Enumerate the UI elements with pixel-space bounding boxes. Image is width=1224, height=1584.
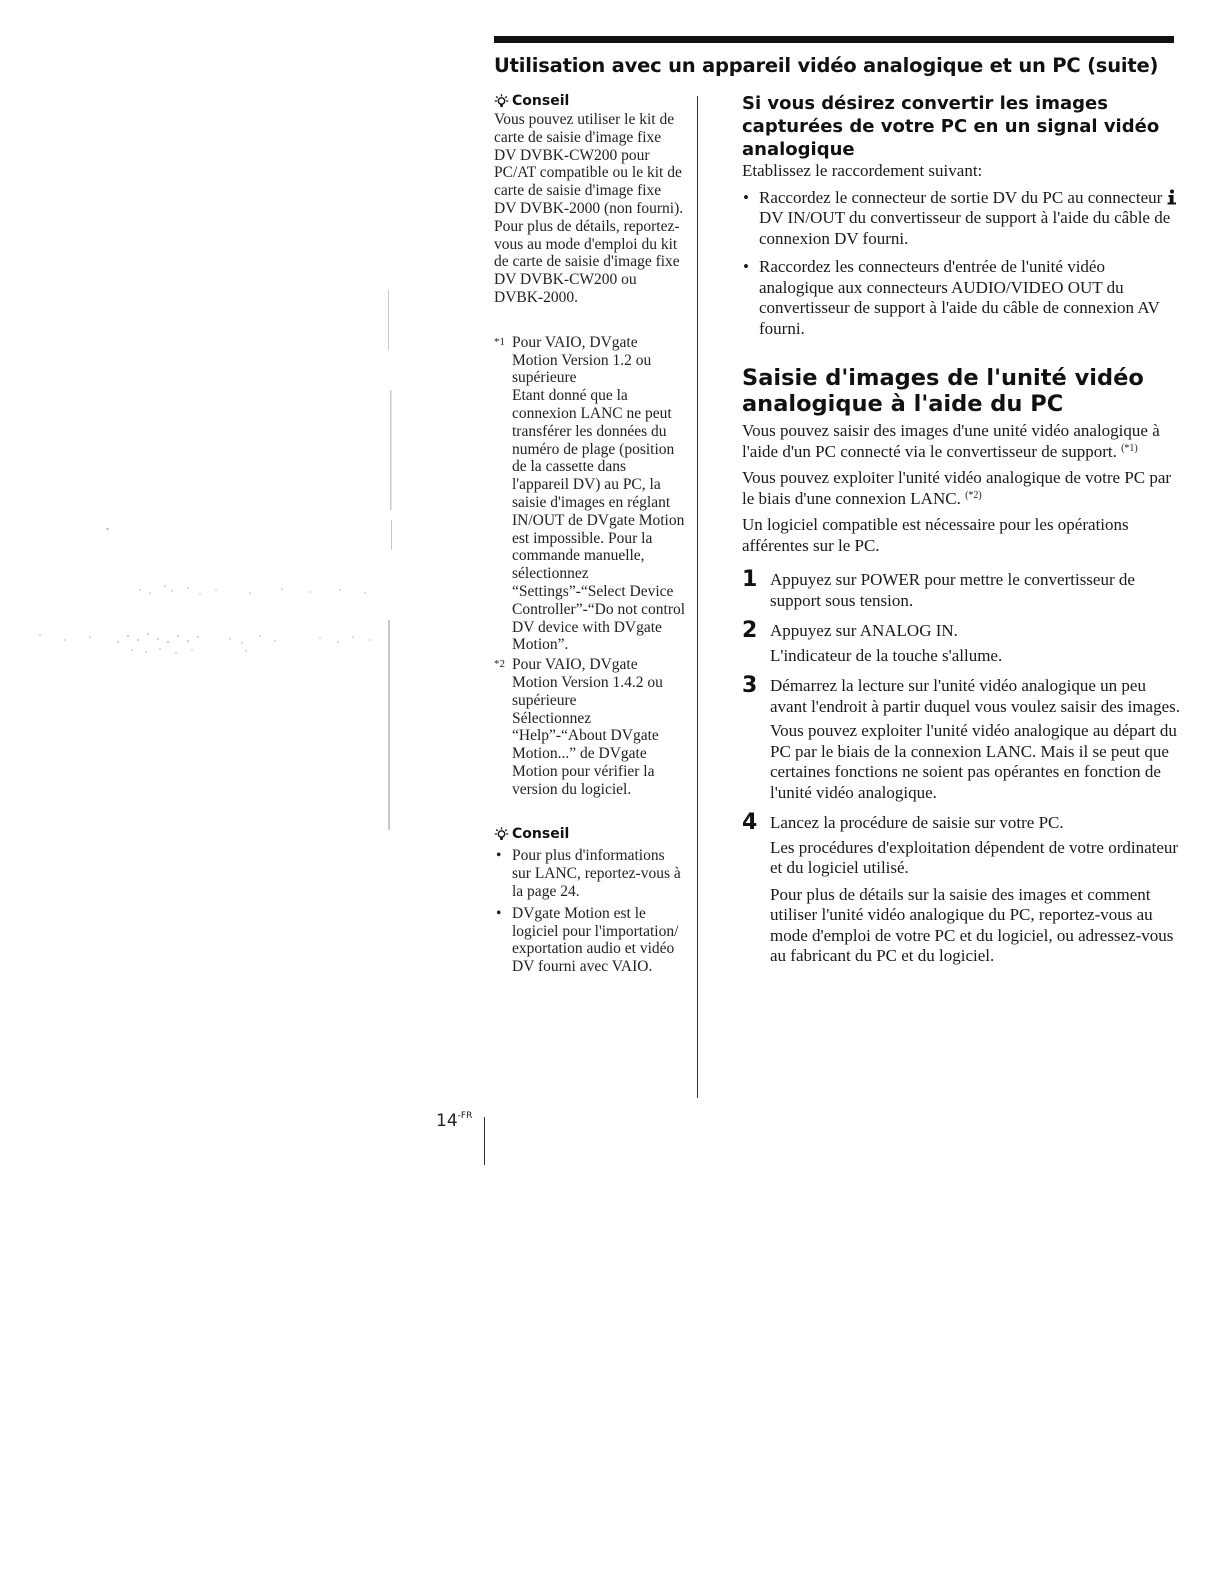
convert-heading: Si vous désirez convertir les images capturées de votre PC en un signal vidéo analogique <box>742 93 1160 160</box>
lightbulb-icon <box>494 826 509 842</box>
connection-list <box>742 188 1182 340</box>
step-note: L'indicateur de la touche s'allume. <box>770 645 1003 665</box>
step-4 <box>742 810 1182 967</box>
footnote-1 <box>494 334 686 654</box>
step-note: Vous pouvez exploiter l'unité vidéo analogique au départ du PC par le biais de la connexion LANC. Mais il se peut que certaines fonctions ne soient pas opérantes en fonction de l'unité vidéo analogique. <box>770 721 1177 802</box>
footnote-2 <box>494 656 686 798</box>
list-item <box>742 188 1182 250</box>
lightbulb-icon <box>494 93 509 109</box>
step-2 <box>742 618 1182 666</box>
section-title: Utilisation avec un appareil vidéo analogique et un PC (suite) <box>494 54 1159 77</box>
step-3 <box>742 673 1182 803</box>
footnote-mark: *2 <box>494 658 505 671</box>
tip-text: Vous pouvez utiliser le kit de carte de saisie d'image fixe DV DVBK-CW200 pour PC/AT compatible ou le kit de carte de saisie d'image fixe DV DVBK-2000 (non fourni). Pour plus de détails, reportez-vous au mode d'emploi du kit de carte de saisie d'image fixe DV DVBK-CW200 ou DVBK-2000. <box>494 111 684 306</box>
tip-box <box>494 92 686 307</box>
footnote-ref-2: (*2) <box>965 489 982 501</box>
tip-heading-label: Conseil <box>512 93 570 109</box>
step-text: Lancez la procédure de saisie sur votre PC. <box>770 813 1064 832</box>
footnotes <box>494 334 686 799</box>
footnote-text: Sélectionnez “Help”-“About DVgate Motion...” de DVgate Motion pour vérifier la version du logiciel. <box>512 709 659 798</box>
step-note: Les procédures d'exploitation dépendent de votre ordinateur et du logiciel utilisé. <box>770 837 1179 877</box>
tip-heading <box>494 825 686 843</box>
tip-list <box>494 847 686 976</box>
step-text: Appuyez sur POWER pour mettre le convertisseur de support sous tension. <box>770 570 1135 610</box>
list-item: • Pour plus d'informations sur LANC, reportez-vous à la page 24. <box>494 847 686 900</box>
capture-heading: Saisie d'images de l'unité vidéo analogique à l'aide du PC <box>742 365 1144 417</box>
tip-heading <box>494 92 686 110</box>
step-text: Démarrez la lecture sur l'unité vidéo analogique un peu avant l'endroit à partir duquel vous voulez saisir des images. <box>770 676 1181 716</box>
page-number <box>436 1111 472 1131</box>
footnote-mark: *1 <box>494 335 505 348</box>
page-number-value: 14 <box>436 1111 458 1131</box>
tip-heading-label: Conseil <box>512 826 570 843</box>
step-number: 2 <box>742 618 758 643</box>
scan-bleed-through <box>20 290 400 850</box>
tip-box-2 <box>494 825 686 976</box>
left-column <box>494 92 686 980</box>
capture-para-2-text: Vous pouvez exploiter l'unité vidéo analogique de votre PC par le biais d'une connexion LANC. <box>742 468 1172 508</box>
footnote-text: Etant donné que la connexion LANC ne peut transférer les données du numéro de plage (position de la cassette dans l'appareil DV) au PC, la saisie d'images en réglant IN/OUT de DVgate Motion est impossible. Pour la commande manuelle, sélectionnez “Settings”-“Select Device Controller”-“Do not control DV device with DVgate Motion”. <box>512 387 686 654</box>
page-number-suffix: -FR <box>457 1111 473 1121</box>
list-item: • DVgate Motion est le logiciel pour l'importation/ exportation audio et vidéo DV fourni avec VAIO. <box>494 905 686 976</box>
capture-para-3: Un logiciel compatible est nécessaire pour les opérations afférentes sur le PC. <box>742 515 1129 555</box>
footer-divider <box>484 1117 485 1165</box>
step-number: 3 <box>742 673 758 698</box>
step-note: Pour plus de détails sur la saisie des images et comment utiliser l'unité vidéo analogique du PC, reportez-vous au mode d'emploi de votre PC et du logiciel, ou adressez-vous au fabricant du PC et du logiciel. <box>770 884 1174 965</box>
bullet-text-end: DV IN/OUT du convertisseur de support à l'aide du câble de connexion DV fourni. <box>759 208 1171 248</box>
step-number: 1 <box>742 567 758 592</box>
footnote-title: Pour VAIO, DVgate Motion Version 1.2 ou supérieure <box>512 333 652 387</box>
i-link-icon <box>1167 189 1177 205</box>
footnote-title: Pour VAIO, DVgate Motion Version 1.4.2 ou supérieure <box>512 656 663 709</box>
capture-para-1-text: Vous pouvez saisir des images d'une unité vidéo analogique à l'aide d'un PC connecté via le convertisseur de support. <box>742 421 1160 461</box>
capture-para-1 <box>742 421 1182 462</box>
bullet-text-start: Raccordez le connecteur de sortie DV du PC au connecteur <box>759 187 1163 207</box>
step-text: Appuyez sur ANALOG IN. <box>770 621 958 640</box>
capture-para-2 <box>742 468 1182 509</box>
right-column <box>742 92 1182 977</box>
convert-intro: Etablissez le raccordement suivant: <box>742 161 983 180</box>
column-divider <box>697 96 698 1098</box>
step-1 <box>742 567 1182 611</box>
top-rule <box>494 36 1174 43</box>
list-item: • Raccordez les connecteurs d'entrée de l'unité vidéo analogique aux connecteurs AUDIO/VIDEO OUT du convertisseur de support à l'aide du câble de connexion AV fourni. <box>742 257 1182 339</box>
steps <box>742 567 1182 967</box>
footnote-ref-1: (*1) <box>1121 442 1138 454</box>
step-number: 4 <box>742 810 758 835</box>
